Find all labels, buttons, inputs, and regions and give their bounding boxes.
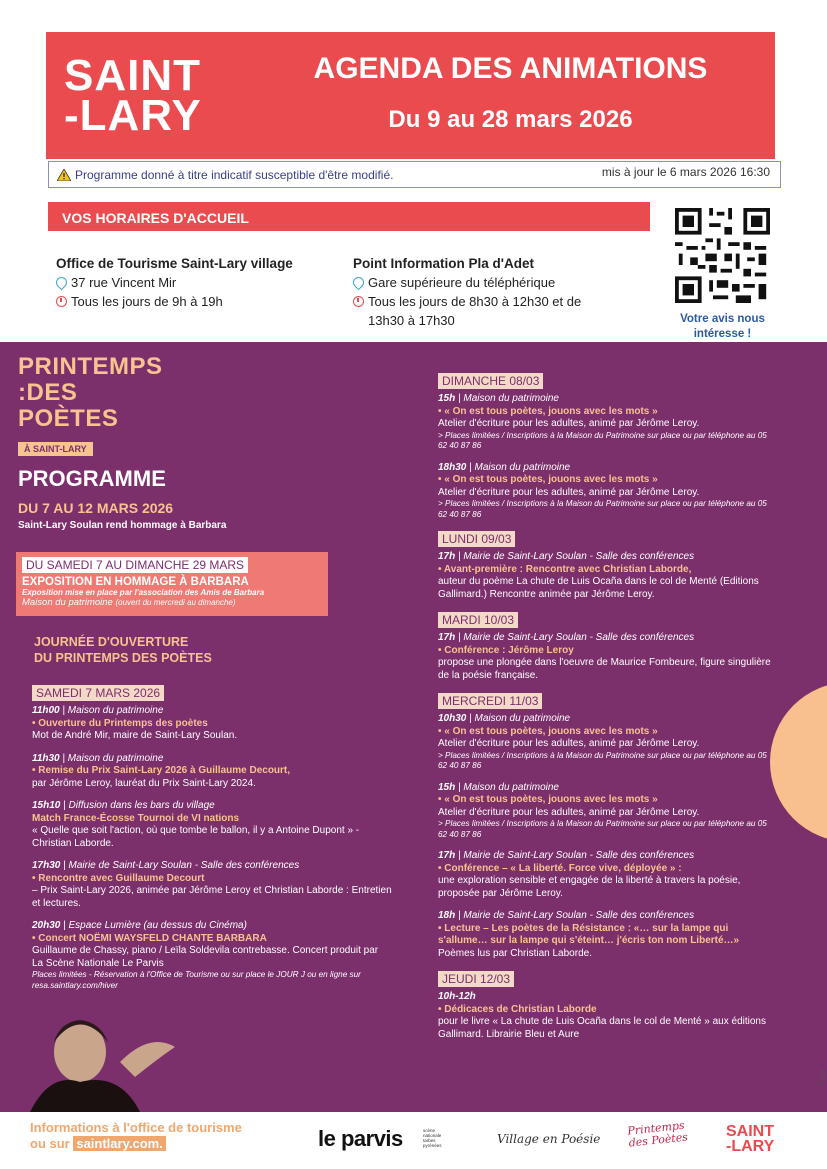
printemps-des-poetes-logo: PRINTEMPS :DES POÈTES [18, 353, 163, 432]
location-pin-icon [54, 275, 70, 291]
event-description: pour le livre « La chute de Luis Ocaña dans le col de Menté » aux éditions Gallimard. Librairie Bleu et Aure [438, 1016, 766, 1040]
event-description: auteur du poème La chute de Luis Ocaña dans le col de Menté (Editions Gallimard.) Rencontre animée par Jérôme Leroy. [438, 576, 759, 600]
clock-icon [56, 296, 67, 307]
singer-photo [10, 1002, 190, 1112]
event-item [32, 860, 392, 910]
event-meta: 17h30 | Mairie de Saint-Lary Soulan - Salle des conférences [32, 860, 300, 871]
footer-info: Informations à l'office de tourisme ou sur saintlary.com. [30, 1120, 242, 1151]
notice-bar [48, 161, 781, 188]
event-title: • Lecture – Les poètes de la Résistance : «… sur la lampe qui s'allume… sur la lampe qui s'éteint… j'écris ton nom Liberté…» [438, 922, 740, 946]
website-link[interactable]: saintlary.com. [73, 1136, 165, 1151]
event-item [438, 850, 778, 900]
event-note: Places limitées - Réservation à l'Office de Tourisme ou sur place le JOUR J ou en ligne sur resa.saintlary.com/hiver [32, 970, 361, 990]
event-description: une exploration sensible et engagée de la liberté à travers la poésie, proposée par Jérôme Leroy. [438, 875, 741, 899]
event-meta: 15h | Maison du patrimoine [438, 393, 559, 404]
event-title: • Avant-première : Rencontre avec Christian Laborde, [438, 563, 692, 575]
day-label: MERCREDI 11/03 [438, 693, 542, 709]
event-meta: 17h | Mairie de Saint-Lary Soulan - Salle des conférences [438, 632, 695, 643]
saint-lary-badge: À SAINT-LARY [18, 442, 93, 456]
footer [0, 1112, 827, 1169]
day-group [438, 530, 778, 601]
header-banner [46, 32, 775, 159]
office-address: 37 rue Vincent Mir [71, 275, 177, 290]
hours-section-title: VOS HORAIRES D'ACCUEIL [48, 202, 650, 231]
day-label: DIMANCHE 08/03 [438, 373, 543, 389]
event-meta: 17h | Mairie de Saint-Lary Soulan - Salle des conférences [438, 850, 695, 861]
event-title: • « On est tous poètes, jouons avec les mots » [438, 474, 658, 485]
page-title: AGENDA DES ANIMATIONS [313, 52, 708, 85]
day-label: SAMEDI 7 MARS 2026 [32, 685, 164, 701]
event-description: par Jérôme Leroy, lauréat du Prix Saint-Lary 2024. [32, 777, 256, 789]
day-group [438, 970, 778, 1041]
event-meta: 11h00 | Maison du patrimoine [32, 705, 164, 716]
office-hours: Tous les jours de 8h30 à 12h30 et de 13h30 à 17h30 [368, 294, 582, 328]
event-item [438, 910, 778, 960]
event-item [438, 632, 778, 682]
event-item [32, 753, 392, 791]
day-group [438, 372, 778, 520]
event-note: > Places limitées / Inscriptions à la Maison du Patrimoine sur place ou par téléphone au 05 62 40 87 86 [438, 430, 767, 450]
event-note: > Places limitées / Inscriptions à la Maison du Patrimoine sur place ou par téléphone au 05 62 40 87 86 [438, 499, 767, 519]
event-meta: 10h-12h [438, 991, 476, 1002]
event-description: Atelier d'écriture pour les adultes, animé par Jérôme Leroy. [438, 486, 700, 498]
event-title: • « On est tous poètes, jouons avec les mots » [438, 405, 658, 417]
saint-lary-logo: SAINT -LARY [64, 51, 202, 140]
village-en-poesie-logo: Village en Poésie [497, 1132, 601, 1146]
event-note: > Places limitées / Inscriptions à la Maison du Patrimoine sur place ou par téléphone au 05 62 40 87 86 [438, 819, 767, 839]
page-dates: Du 9 au 28 mars 2026 [388, 106, 633, 133]
event-title: • Concert NOËMI WAYSFELD CHANTE BARBARA [32, 932, 267, 944]
event-item [438, 462, 778, 521]
event-meta: 17h | Mairie de Saint-Lary Soulan - Salle des conférences [438, 551, 695, 562]
event-title: Match France-Écosse Tournoi de VI nations [32, 812, 240, 824]
event-description: Guillaume de Chassy, piano / Leïla Soldevila contrebasse. Concert produit par La Scène Nationale Le Parvis [32, 945, 379, 969]
event-meta: 10h30 | Maison du patrimoine [438, 713, 571, 724]
event-description: Atelier d'écriture pour les adultes, animé par Jérôme Leroy. [438, 738, 700, 749]
event-title: • Rencontre avec Guillaume Decourt [32, 872, 205, 884]
event-meta: 15h10 | Diffusion dans les bars du village [32, 800, 215, 811]
event-description: Atelier d'écriture pour les adultes, animé par Jérôme Leroy. [438, 418, 700, 429]
saint-lary-footer-logo: SAINT -LARY [726, 1123, 775, 1155]
expo-title: EXPOSITION EN HOMMAGE À BARBARA [22, 576, 249, 588]
event-item [438, 393, 778, 452]
expo-dates-label: DU SAMEDI 7 AU DIMANCHE 29 MARS [22, 557, 248, 573]
office-village [56, 254, 336, 311]
office-name: Office de Tourisme Saint-Lary village [56, 256, 293, 271]
event-description: Poèmes lus par Christian Laborde. [438, 947, 592, 959]
event-description: – Prix Saint-Lary 2026, animée par Jérôme Leroy et Christian Laborde : Entretien et lectures. [32, 885, 392, 909]
event-description: Mot de André Mir, maire de Saint-Lary Soulan. [32, 730, 238, 741]
programme-subtitle: Saint-Lary Soulan rend hommage à Barbara [18, 520, 227, 531]
office-address: Gare supérieure du téléphérique [368, 275, 556, 290]
event-item [438, 991, 778, 1041]
opening-day-title: JOURNÉE D'OUVERTURE DU PRINTEMPS DES POÈTES [34, 635, 212, 665]
event-meta: 20h30 | Espace Lumière (au dessus du Cinéma) [32, 920, 247, 931]
le-parvis-tagline: scène nationale tarbes pyrénées [423, 1128, 442, 1148]
expo-place: Maison du patrimoine (ouvert du mercredi au dimanche) [22, 597, 236, 608]
programme-section [0, 342, 827, 1112]
photo-credit: © LLUBE [815, 1069, 827, 1085]
day-label: MARDI 10/03 [438, 612, 518, 628]
expo-subtitle: Exposition mise en place par l'association des Amis de Barbara [22, 588, 265, 597]
location-pin-icon [351, 275, 367, 291]
event-item [438, 551, 778, 601]
event-title: • Conférence : Jérôme Leroy [438, 644, 574, 656]
event-note: > Places limitées / Inscriptions à la Maison du Patrimoine sur place ou par téléphone au 05 62 40 87 86 [438, 750, 767, 770]
day-label: JEUDI 12/03 [438, 971, 514, 987]
event-title: • Remise du Prix Saint-Lary 2026 à Guillaume Decourt, [32, 765, 291, 776]
programme-dates: DU 7 AU 12 MARS 2026 [18, 500, 174, 516]
event-item [32, 920, 392, 991]
event-title: • Conférence – « La liberté. Force vive, déployée » : [438, 862, 682, 874]
qr-code-icon[interactable] [675, 208, 770, 303]
event-meta: 11h30 | Maison du patrimoine [32, 752, 164, 764]
office-pla-adet [353, 254, 613, 330]
programme-title: PROGRAMME [18, 466, 166, 491]
day-group [438, 692, 778, 960]
event-title: • « On est tous poètes, jouons avec les mots » [438, 725, 658, 737]
exposition-box [16, 552, 328, 616]
left-event-column [32, 684, 392, 1001]
clock-icon [353, 296, 364, 307]
warning-icon [57, 169, 71, 181]
le-parvis-logo: le parvis [318, 1126, 403, 1151]
day-label: LUNDI 09/03 [438, 531, 515, 547]
event-meta: 18h30 | Maison du patrimoine [438, 461, 571, 473]
event-title: • Ouverture du Printemps des poètes [32, 717, 208, 729]
right-event-column [438, 372, 778, 1051]
day-group [438, 611, 778, 682]
event-meta: 15h | Maison du patrimoine [438, 781, 559, 793]
event-item [438, 713, 778, 772]
office-hours: Tous les jours de 9h à 19h [71, 294, 223, 309]
update-timestamp: mis à jour le 6 mars 2026 16:30 [601, 165, 770, 179]
event-title: • Dédicaces de Christian Laborde [438, 1003, 597, 1015]
event-item [32, 800, 392, 850]
qr-caption: Votre avis nous intéresse ! [680, 313, 765, 340]
printemps-poetes-footer-logo: Printemps des Poètes [626, 1118, 689, 1150]
event-title: • « On est tous poètes, jouons avec les mots » [438, 794, 658, 805]
event-item [32, 705, 392, 743]
event-description: « Quelle que soit l'action, où que tombe le ballon, il y a Antoine Dupont » - Christian Laborde. [32, 825, 360, 849]
event-meta: 18h | Mairie de Saint-Lary Soulan - Salle des conférences [438, 910, 695, 921]
event-item [438, 782, 778, 841]
event-description: propose une plongée dans l'oeuvre de Maurice Fombeure, figure singulière de la poésie française. [438, 657, 771, 681]
decorative-circle [770, 682, 827, 842]
office-name: Point Information Pla d'Adet [353, 256, 534, 271]
event-description: Atelier d'écriture pour les adultes, animé par Jérôme Leroy. [438, 806, 700, 818]
notice-text: Programme donné à titre indicatif susceptible d'être modifié. [75, 168, 394, 182]
